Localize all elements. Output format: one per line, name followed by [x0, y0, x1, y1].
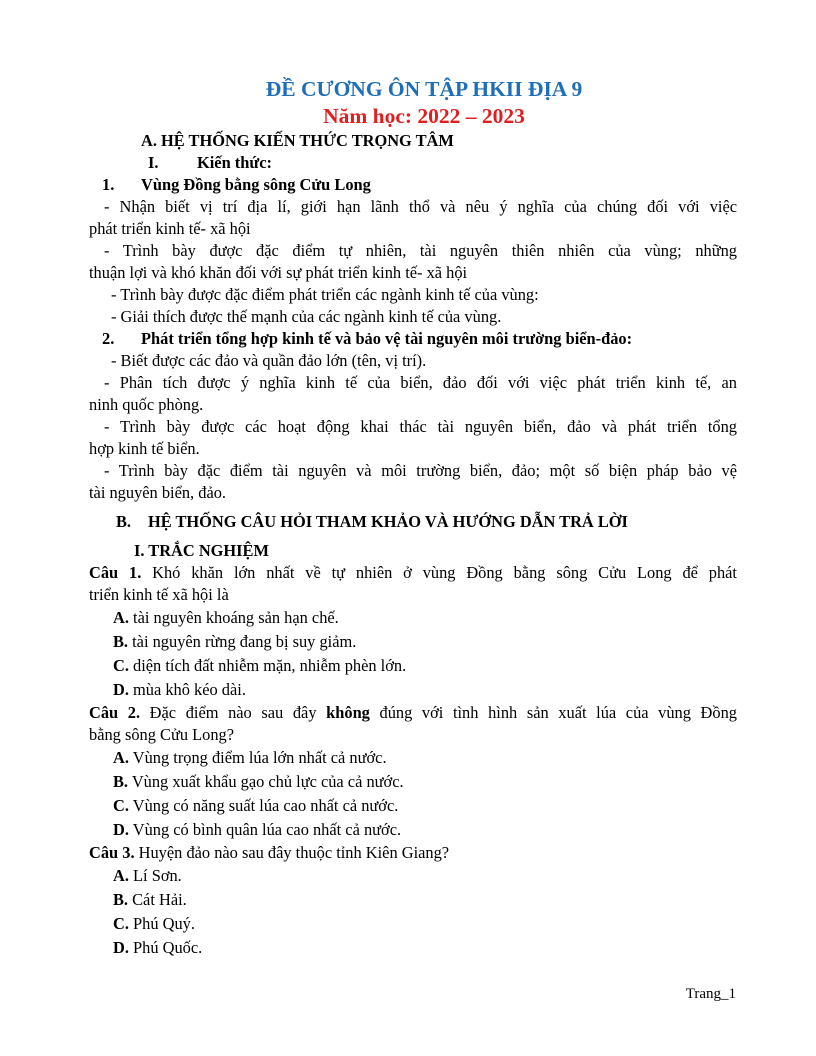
question-3-text: Huyện đảo nào sau đây thuộc tỉnh Kiên Giang? — [134, 843, 450, 862]
topic2-num: 2. — [102, 329, 115, 348]
question-2-emphasis: không — [326, 703, 370, 722]
question-2-text-cont: bằng sông Cửu Long? — [89, 725, 235, 744]
document-title: ĐỀ CƯƠNG ÔN TẬP HKII ĐỊA 9 — [265, 77, 583, 101]
topic1-heading — [102, 174, 737, 196]
document-content — [89, 76, 737, 960]
q2-option-d — [113, 818, 737, 842]
option-key: D. — [113, 938, 129, 957]
topic1-label: Vùng Đồng bằng sông Cửu Long — [141, 175, 371, 194]
topic2-line: - Phân tích được ý nghĩa kinh tế của biển, đảo đối với việc phát triển kinh tế, an — [104, 373, 737, 392]
section-b-num: B. — [116, 512, 132, 531]
option-text: Cát Hải. — [128, 890, 187, 909]
question-2 — [89, 702, 737, 724]
option-text: Phú Quốc. — [128, 938, 203, 957]
q2-option-b — [113, 770, 737, 794]
topic2-line: - Biết được các đảo và quần đảo lớn (tên, vị trí). — [111, 351, 427, 370]
question-1-text-cont: triển kinh tế xã hội là — [89, 585, 229, 604]
school-year: Năm học: 2022 – 2023 — [323, 104, 525, 128]
topic2-line: - Trình bày được các hoạt động khai thác tài nguyên biển, đảo và phát triển tổng — [104, 417, 737, 436]
option-key: A. — [113, 866, 129, 885]
option-key: D. — [113, 820, 129, 839]
section-a-heading: A. HỆ THỐNG KIẾN THỨC TRỌNG TÂM — [141, 131, 454, 150]
q1-option-b — [113, 630, 737, 654]
option-text: Phú Quý. — [128, 914, 195, 933]
multiple-choice-heading: I. TRẮC NGHIỆM — [134, 541, 269, 560]
q3-option-a — [113, 864, 737, 888]
option-text: Lí Sơn. — [128, 866, 182, 885]
option-text: diện tích đất nhiễm mặn, nhiễm phèn lớn. — [128, 656, 407, 675]
topic2-heading — [102, 328, 737, 350]
page-number: Trang_1 — [685, 986, 736, 1002]
option-key: C. — [113, 914, 129, 933]
option-text: tài nguyên khoáng sản hạn chế. — [128, 608, 339, 627]
q3-option-d — [113, 936, 737, 960]
q1-option-c — [113, 654, 737, 678]
question-2-text: Đặc điểm nào sau đây — [140, 703, 327, 722]
option-key: A. — [113, 748, 129, 767]
topic2-label: Phát triển tổng hợp kinh tế và bảo vệ tài nguyên môi trường biển-đảo: — [141, 329, 633, 348]
section-a-i-label: Kiến thức: — [197, 153, 272, 172]
topic1-line: thuận lợi và khó khăn đối với sự phát triển kinh tế- xã hội — [89, 263, 468, 282]
topic1-line: phát triển kinh tế- xã hội — [89, 219, 251, 238]
option-text: Vùng xuất khẩu gạo chủ lực của cả nước. — [128, 772, 404, 791]
option-key: D. — [113, 680, 129, 699]
topic1-num: 1. — [102, 175, 115, 194]
topic2-line: tài nguyên biển, đảo. — [89, 483, 227, 502]
section-a-i-heading — [148, 152, 737, 174]
option-key: C. — [113, 796, 129, 815]
option-key: B. — [113, 632, 129, 651]
question-2-label: Câu 2. — [89, 703, 141, 722]
question-3 — [89, 842, 737, 864]
topic2-line: ninh quốc phòng. — [89, 395, 204, 414]
question-1 — [89, 562, 737, 584]
option-key: B. — [113, 890, 129, 909]
option-text: Vùng có bình quân lúa cao nhất cả nước. — [128, 820, 402, 839]
option-key: A. — [113, 608, 129, 627]
question-1-label: Câu 1. — [89, 563, 142, 582]
option-text: Vùng trọng điểm lúa lớn nhất cả nước. — [128, 748, 387, 767]
q3-option-c — [113, 912, 737, 936]
option-text: Vùng có năng suất lúa cao nhất cả nước. — [128, 796, 399, 815]
topic1-line: - Nhận biết vị trí địa lí, giới hạn lãnh thổ và nêu ý nghĩa của chúng đối với việc — [104, 197, 737, 216]
q3-option-b — [113, 888, 737, 912]
topic2-line: hợp kinh tế biển. — [89, 439, 200, 458]
option-key: B. — [113, 772, 129, 791]
section-b-heading — [116, 511, 737, 533]
topic2-line: - Trình bày đặc điểm tài nguyên và môi trường biển, đảo; một số biện pháp bảo vệ — [104, 461, 737, 480]
question-1-text: Khó khăn lớn nhất về tự nhiên ở vùng Đồng bằng sông Cửu Long để phát — [141, 563, 737, 582]
section-b-label: HỆ THỐNG CÂU HỎI THAM KHẢO VÀ HƯỚNG DẪN TRẢ LỜI — [148, 512, 628, 531]
section-a-i-num: I. — [148, 153, 159, 172]
topic1-line: - Trình bày được đặc điểm phát triển các ngành kinh tế của vùng: — [111, 285, 539, 304]
question-3-label: Câu 3. — [89, 843, 135, 862]
option-key: C. — [113, 656, 129, 675]
option-text: mùa khô kéo dài. — [128, 680, 246, 699]
q2-option-c — [113, 794, 737, 818]
topic1-line: - Trình bày được đặc điểm tự nhiên, tài nguyên thiên nhiên của vùng; những — [104, 241, 737, 260]
q2-option-a — [113, 746, 737, 770]
option-text: tài nguyên rừng đang bị suy giảm. — [128, 632, 357, 651]
q1-option-d — [113, 678, 737, 702]
question-2-text-post: đúng với tình hình sản xuất lúa của vùng Đồng — [369, 703, 737, 722]
q1-option-a — [113, 606, 737, 630]
topic1-line: - Giải thích được thế mạnh của các ngành kinh tế của vùng. — [111, 307, 502, 326]
